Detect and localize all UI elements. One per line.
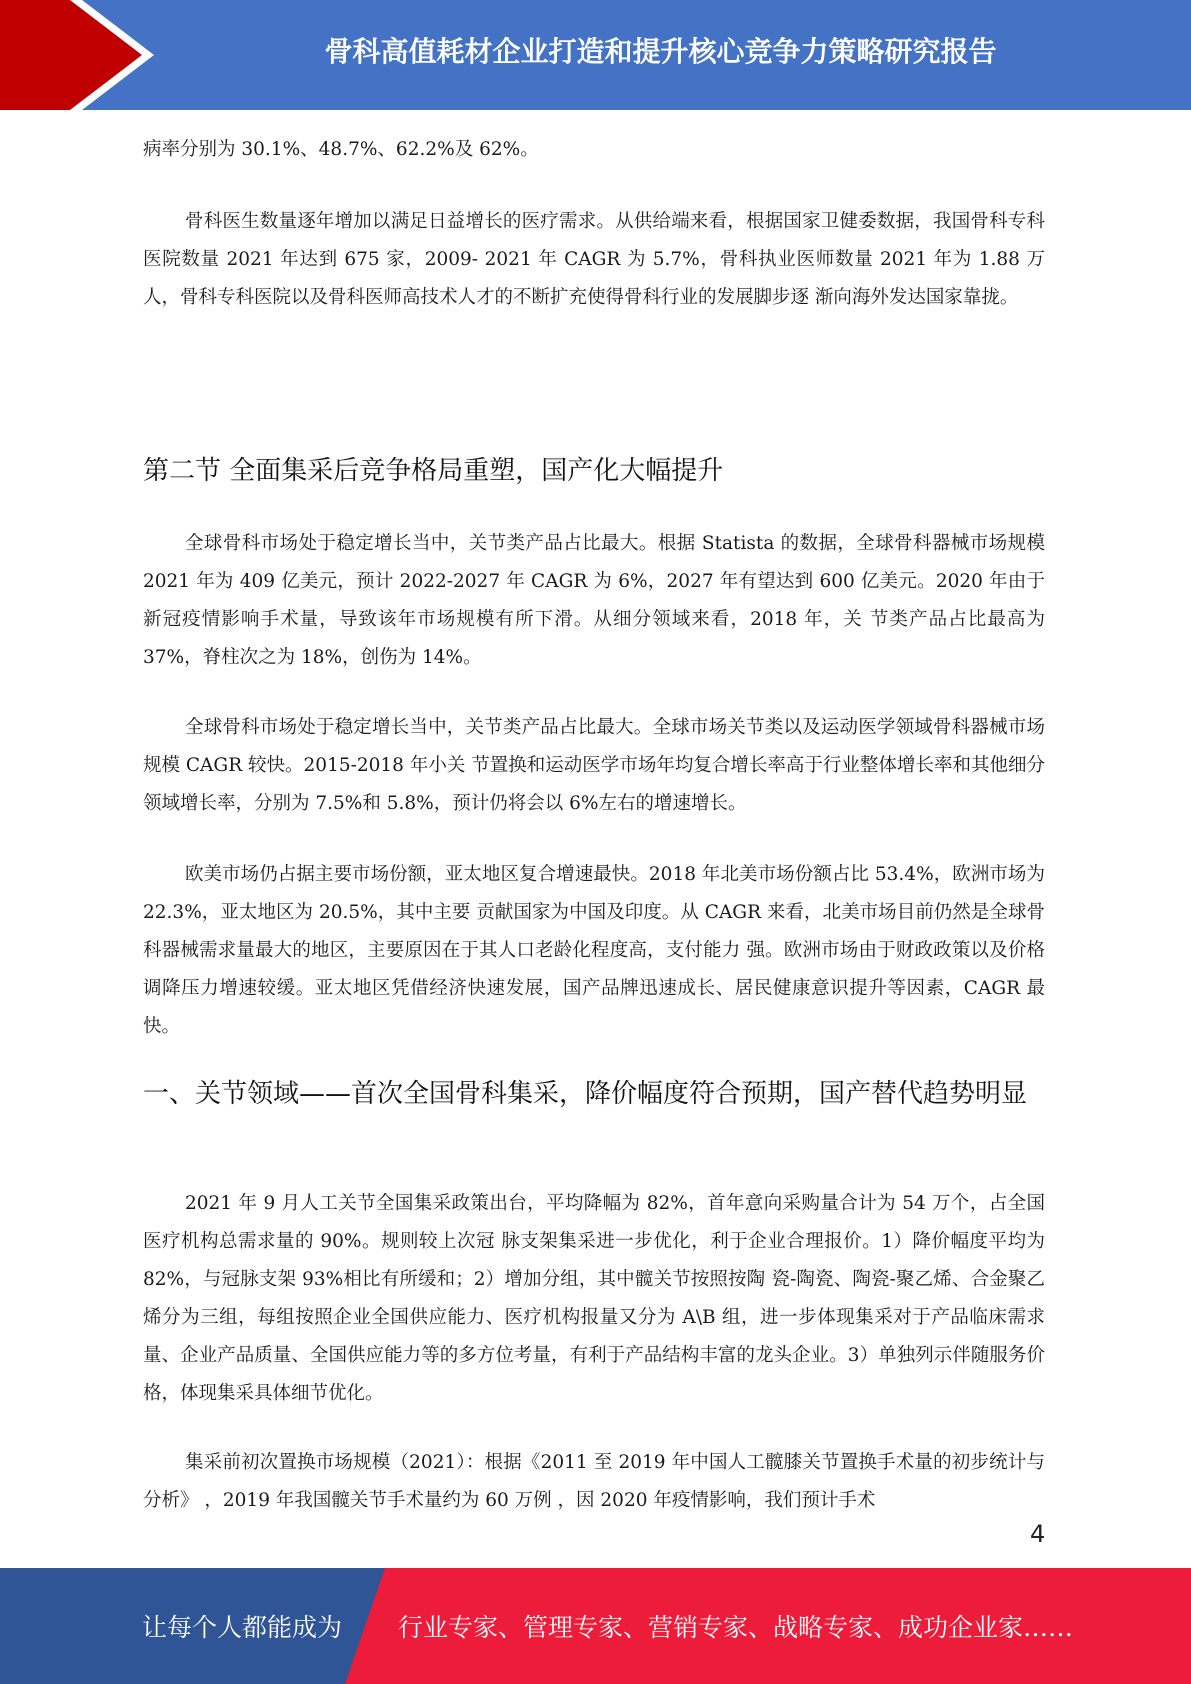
paragraph: 集采前初次置换市场规模（2021）：根据《2011 至 2019 年中国人工髋膝关节置换手术量的初步统计与分析》 ，2019 年我国髋关节手术量约为 60 万例 ，因 2020 年疫情影响，我们预计手术 [143,1452,1045,1511]
paragraph: 全球骨科市场处于稳定增长当中，关节类产品占比最大。全球市场关节类以及运动医学领域骨科器械市场规模 CAGR 较快。2015-2018 年小关 节置换和运动医学市场年均复合增长率高于行业整体增长率和其他细分领域增长率，分别为 7.5%和 5.8%，预计仍将会以 6%左右的增速增长。 [143,717,1045,814]
paragraph: 2021 年 9 月人工关节全国集采政策出台，平均降幅为 82%，首年意向采购量合计为 54 万个，占全国医疗机构总需求量的 90%。规则较上次冠 脉支架集采进一步优化，利于企业合理报价。1）降价幅度平均为 82%，与冠脉支架 93%相比有所缓和；2）增加分组，其中髋关节按照按陶 瓷-陶瓷、陶瓷-聚乙烯、合金聚乙烯分为三组，每组按照企业全国供应能力、医疗机构报量又分为 A\B 组，进一步体现集采对于产品临床需求 量、企业产品质量、全国供应能力等的多方位考量，有利于产品结构丰富的龙头企业。3）单独列示伴随服务价格，体现集采具体细节优化。 [143,1193,1045,1404]
page-footer [0,1568,1191,1684]
footer-slogan-right: 行业专家、管理专家、营销专家、战略专家、成功企业家…… [398,1613,1074,1642]
section-heading: 第二节 全面集采后竞争格局重塑，国产化大幅提升 [143,456,724,486]
paragraph: 全球骨科市场处于稳定增长当中，关节类产品占比最大。根据 Statista 的数据，全球骨科器械市场规模 2021 年为 409 亿美元，预计 2022-2027 年 CAGR 为 6%，2027 年有望达到 600 亿美元。2020 年由于新冠疫情影响手术量，导致该年市场规模有所下滑。从细分领域来看，2018 年，关 节类产品占比最高为 37%，脊柱次之为 18%，创伤为 14%。 [143,533,1045,668]
footer-slogan-left: 让每个人都能成为 [142,1613,343,1642]
paragraph: 骨科医生数量逐年增加以满足日益增长的医疗需求。从供给端来看，根据国家卫健委数据，我国骨科专科医院数量 2021 年达到 675 家，2009- 2021 年 CAGR 为 5.7%，骨科执业医师数量 2021 年为 1.88 万人，骨科专科医院以及骨科医师高技术人才的不断扩充使得骨科行业的发展脚步逐 渐向海外发达国家靠拢。 [143,211,1045,308]
paragraph: 病率分别为 30.1%、48.7%、62.2%及 62%。 [143,139,539,160]
page-number: 4 [1030,1520,1046,1548]
report-title: 骨科高值耗材企业打造和提升核心竞争力策略研究报告 [324,35,997,68]
paragraph: 欧美市场仍占据主要市场份额，亚太地区复合增速最快。2018 年北美市场份额占比 53.4%，欧洲市场为 22.3%，亚太地区为 20.5%，其中主要 贡献国家为中国及印度。从 CAGR 来看，北美市场目前仍然是全球骨科器械需求量最大的地区，主要原因在于其人口老龄化程度高，支付能力 强。欧洲市场由于财政政策以及价格调降压力增速较缓。亚太地区凭借经济快速发展，国产品牌迅速成长、居民健康意识提升等因素，CAGR 最快。 [143,864,1045,1037]
subsection-heading: 一、关节领域——首次全国骨科集采，降价幅度符合预期，国产替代趋势明显 [143,1079,1028,1109]
page-header [0,0,1191,110]
